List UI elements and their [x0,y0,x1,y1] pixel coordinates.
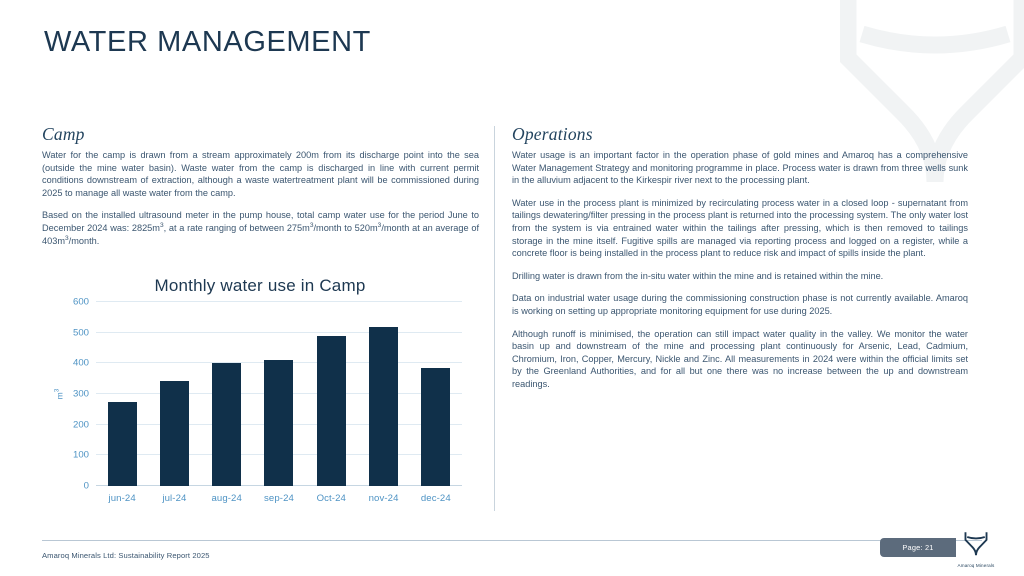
chart-x-tick-label: dec-24 [420,493,451,504]
page-title: WATER MANAGEMENT [44,26,371,58]
chart-x-axis-labels [96,493,462,504]
chart-y-axis-label: $m^3$ [54,388,65,400]
chart-bar-slot [357,302,409,486]
chart-bar [317,336,346,486]
operations-paragraph-5: Although runoff is minimised, the operation can still impact water quality in the valley. We monitor the water basin up and downstream of the mine and processing plant continuously for Arsenic, Lead, Cadmium, Chromium, Iron, Copper, Mercury, Nickle and Zinc. All measurements in 2024 were within the official limits set by the Greenland Authorities, and for all but one there was no increase between the up and downstream readings. [512,328,968,389]
chart-x-tick-label: nov-24 [368,493,399,504]
right-column [512,124,968,391]
chart-bar-slot [253,302,305,486]
column-divider [494,126,495,511]
chart-bar-slot [410,302,462,486]
footer-report-label: Amaroq Minerals Ltd: Sustainability Report 2025 [42,551,210,560]
chart-plot-area [54,296,462,492]
chart-y-tick-label: 200 [72,419,89,431]
fox-logo-icon [961,531,991,557]
chart-x-tick-label: sep-24 [264,493,294,504]
chart-y-tick-label: 0 [83,480,89,492]
chart-bar [160,381,189,486]
chart-bar-slot [201,302,253,486]
chart-x-tick-label: jun-24 [108,493,136,504]
chart-y-tick-label: 100 [72,449,89,461]
operations-section-heading: Operations [512,124,593,144]
chart-bar-slot [305,302,357,486]
operations-paragraph-2: Water use in the process plant is minimized by recirculating process water in a closed loop - supernatant from tailings dewatering/filter pressing in the process plant is returned into the processing system. The only water lost from the system is via entrained water within the tailings after pressing, which is then removed to tailings storage in the mine itself. Fugitive spills are managed via reporting process and logged on a register, while a concrete floor is being installed in the process plant to reduce risk and impact of spills inside the plant. [512,197,968,259]
footer-divider [42,540,982,541]
operations-paragraph-1: Water usage is an important factor in the operation phase of gold mines and Amaroq has a comprehensive Water Management Strategy and monitoring programme in place. Process water is drawn from three wells sunk in the alluvium adjacent to the Kirkespir river next to the processing plant. [512,150,968,186]
camp-section-heading: Camp [42,124,85,144]
chart-bar [421,368,450,486]
camp-paragraph-1: Water for the camp is drawn from a stream approximately 200m from its discharge point into the sea (outside the mine water basin). Waste water from the camp is discharged in line with current permit conditions downstream of extraction, although a waste watertreatment plant will be commissioned during 2025 to manage all waste water from the camp. [42,150,479,198]
operations-paragraph-4: Data on industrial water usage during the commissioning construction phase is not currently available. Amaroq is working on setting up appropriate monitoring equipment for use during 2025. [512,293,968,316]
camp-paragraph-2: Based on the installed ultrasound meter in the pump house, total camp water use for the period June to December 2024 was: $2825m^3$, at a rate ranging of between $275m^3$/month to $520m^3$/month at an average of $403m^3$/month. [42,210,480,246]
chart-bar [369,327,398,486]
chart-bars [96,302,462,486]
brand-logo [950,531,1002,569]
chart-title: Monthly water use in Camp [154,276,366,295]
brand-name-label: Amaroq Minerals [957,563,995,568]
chart-bar [212,363,241,486]
chart-bar [108,402,137,486]
left-column [42,124,479,247]
page-number-badge [880,538,956,557]
chart-x-tick-label: Oct-24 [316,493,346,504]
chart-bar-slot [148,302,200,486]
chart-y-tick-label: 500 [72,327,89,339]
chart-x-tick-label: jul-24 [162,493,187,504]
chart-bar-slot [96,302,148,486]
page-number-label: Page: 21 [902,543,934,552]
chart-y-tick-label: 600 [72,296,89,308]
chart-y-tick-label: 300 [72,388,89,400]
monthly-water-use-chart [50,276,470,521]
chart-bar [264,360,293,486]
operations-paragraph-3: Drilling water is drawn from the in-situ water within the mine and is retained within the mine. [512,270,884,281]
chart-y-tick-label: 400 [72,357,89,369]
chart-x-tick-label: aug-24 [211,493,242,504]
